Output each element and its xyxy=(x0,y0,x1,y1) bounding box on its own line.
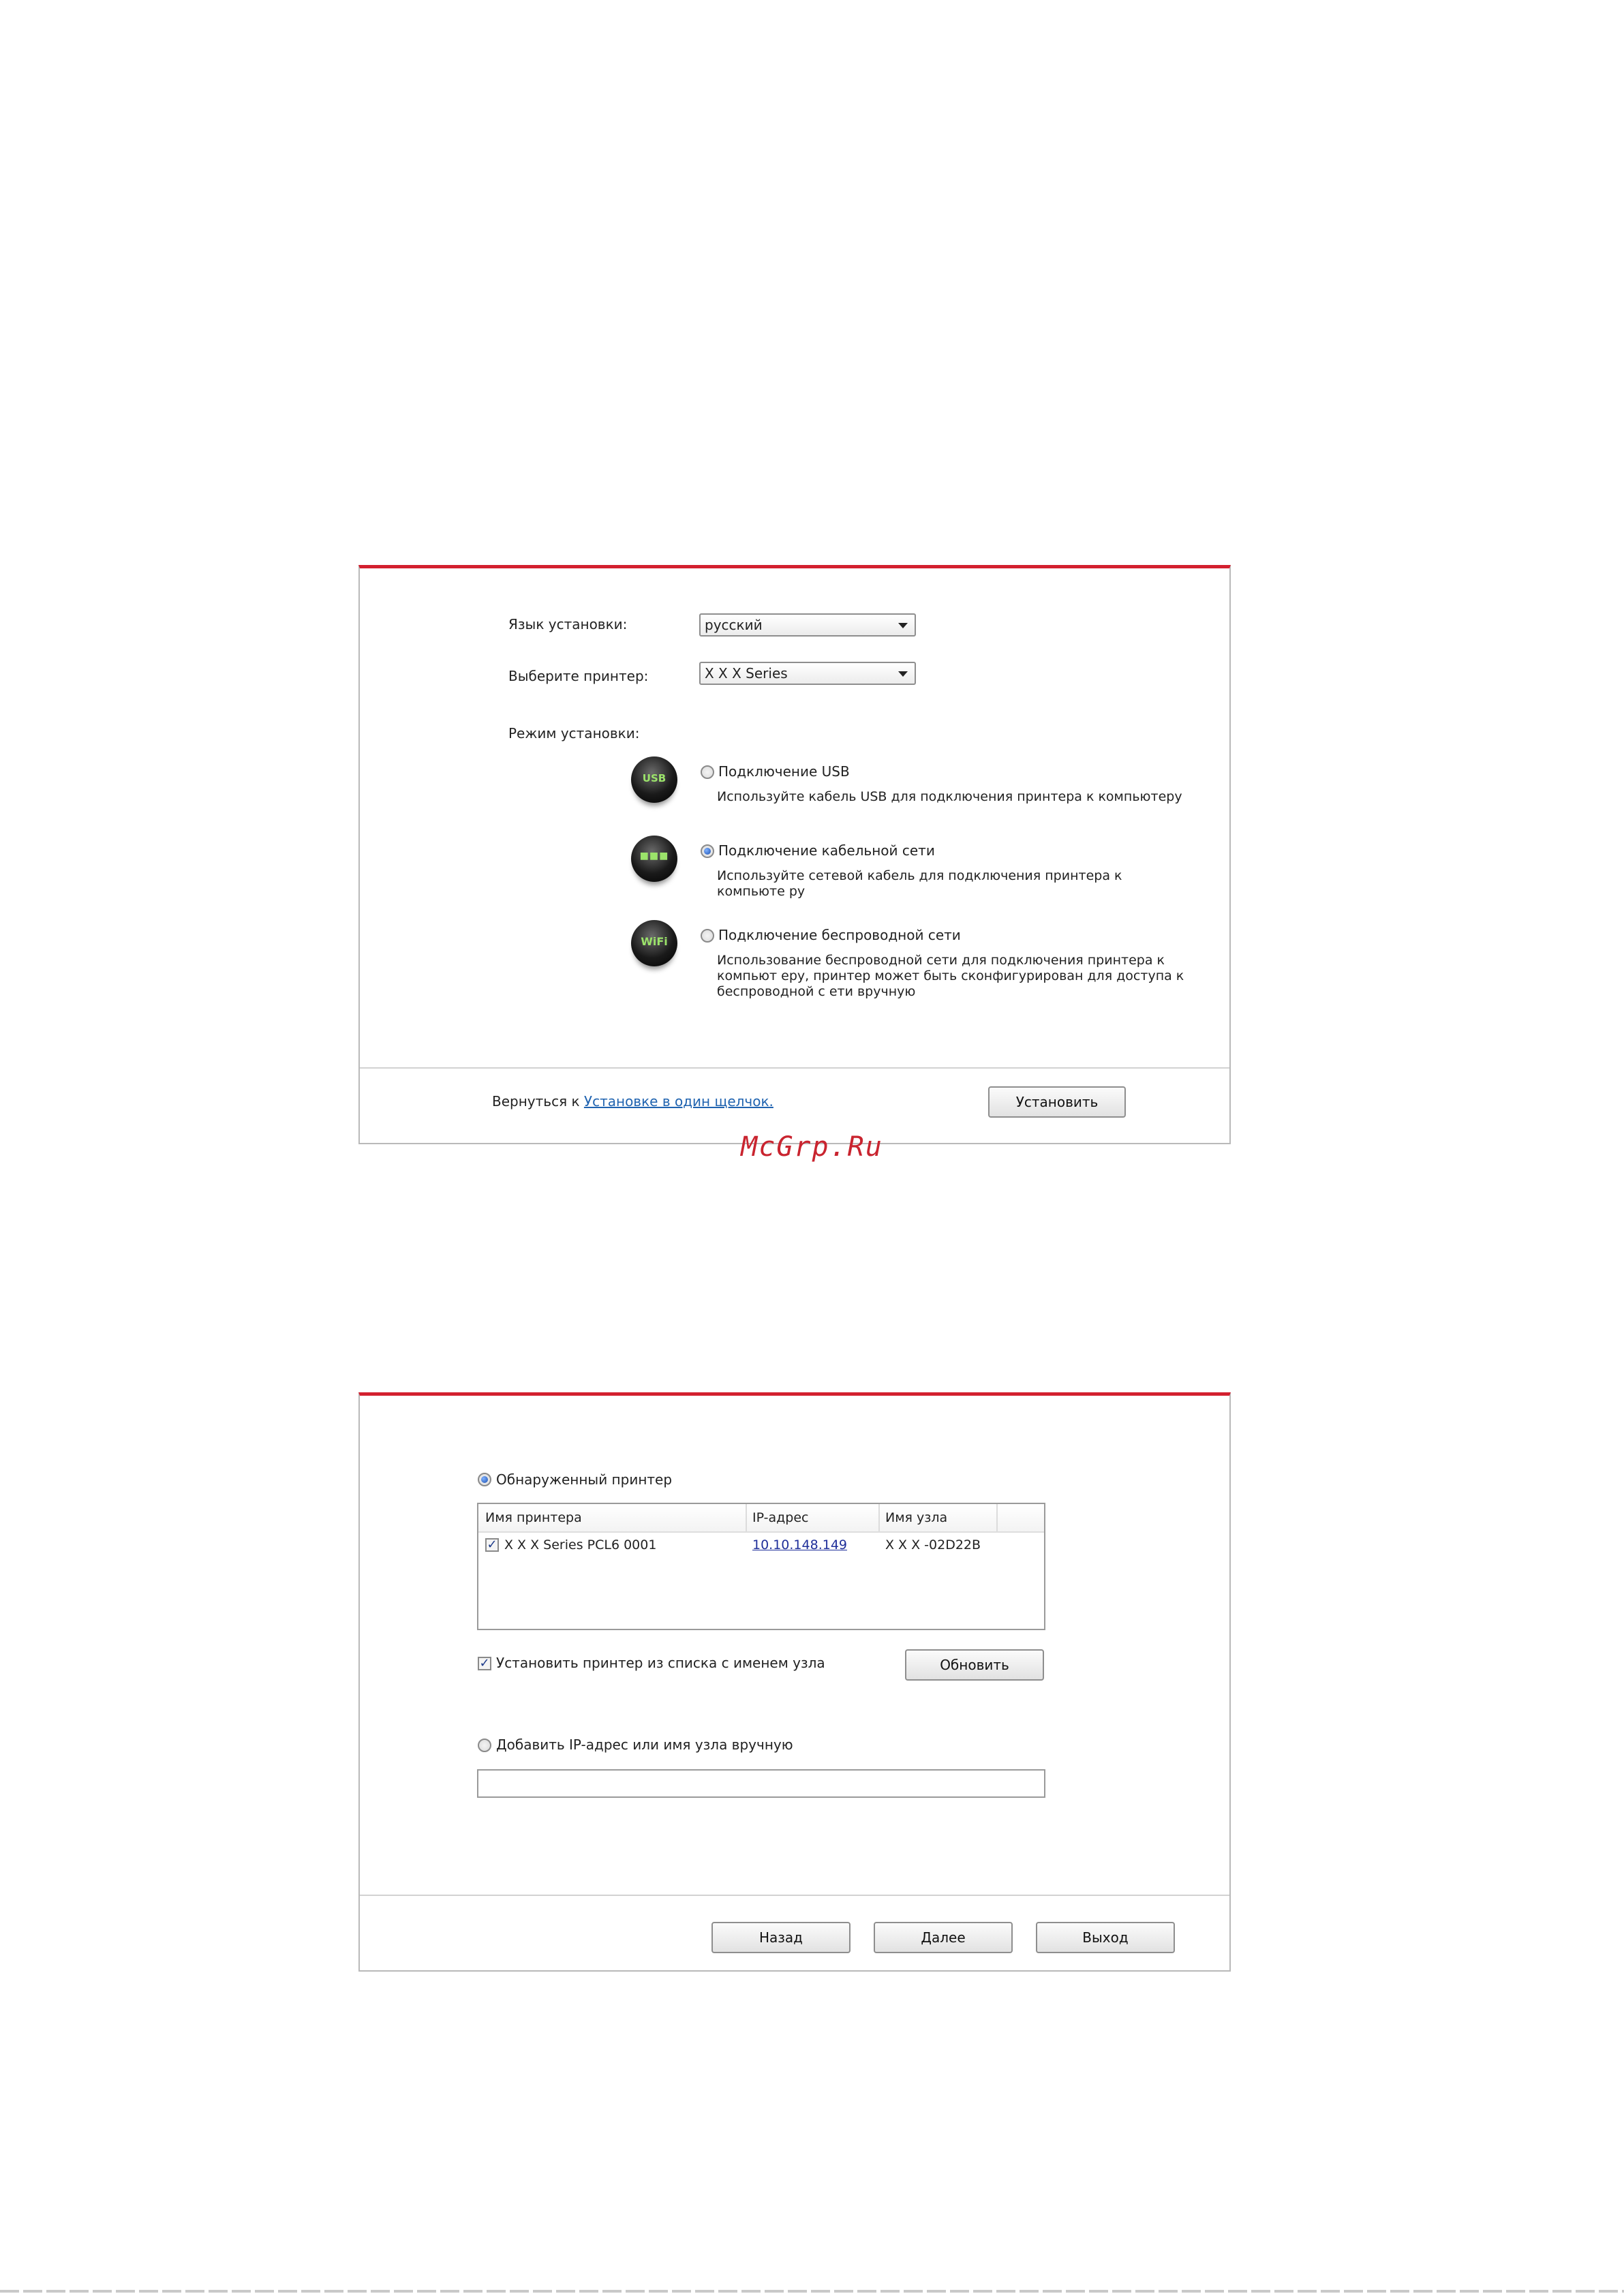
wired-option-title[interactable]: Подключение кабельной сети xyxy=(718,842,935,859)
manual-address-input[interactable] xyxy=(477,1769,1045,1798)
watermark: McGrp.Ru xyxy=(741,1131,883,1163)
usb-icon-label: USB xyxy=(642,772,667,784)
row-host-name: X X X -02D22B xyxy=(885,1537,981,1552)
usb-radio[interactable] xyxy=(701,765,714,779)
page-footer-rule xyxy=(0,2290,1624,2293)
printer-search-dialog xyxy=(358,1392,1231,1972)
manual-address-label[interactable]: Добавить IP-адрес или имя узла вручную xyxy=(496,1736,793,1753)
install-by-hostname-checkbox[interactable]: ✓ xyxy=(478,1657,491,1670)
next-button[interactable]: Далее xyxy=(874,1922,1013,1953)
printer-select[interactable] xyxy=(699,662,916,685)
wifi-icon xyxy=(631,920,677,966)
usb-icon xyxy=(631,756,677,803)
wired-option-description: Используйте сетевой кабель для подключения принтера к компьюте ру xyxy=(717,868,1122,899)
printer-list-header xyxy=(478,1504,1044,1533)
wireless-network-radio[interactable] xyxy=(701,929,714,943)
manual-address-radio[interactable] xyxy=(478,1739,491,1752)
divider xyxy=(360,1067,1229,1069)
detected-printer-radio[interactable] xyxy=(478,1473,491,1486)
language-select-value: русский xyxy=(705,617,763,633)
detected-printer-label[interactable]: Обнаруженный принтер xyxy=(496,1471,673,1488)
column-printer-name[interactable]: Имя принтера xyxy=(485,1510,582,1525)
mode-label: Режим установки: xyxy=(508,725,640,741)
back-to-one-click xyxy=(492,1093,773,1109)
one-click-install-link[interactable]: Установке в один щелчок. xyxy=(583,1093,773,1109)
exit-button[interactable]: Выход xyxy=(1036,1922,1175,1953)
wireless-option-title[interactable]: Подключение беспроводной сети xyxy=(718,927,961,943)
printer-select-value: X X X Series xyxy=(705,665,788,682)
printer-list[interactable] xyxy=(477,1503,1045,1630)
language-label: Язык установки: xyxy=(508,616,628,632)
row-checkbox[interactable]: ✓ xyxy=(485,1538,499,1552)
wired-network-radio[interactable] xyxy=(701,844,714,858)
column-divider xyxy=(996,1504,998,1531)
install-dialog xyxy=(358,565,1231,1144)
install-by-hostname-label[interactable]: Установить принтер из списка с именем узла xyxy=(496,1655,825,1671)
row-ip-address[interactable]: 10.10.148.149 xyxy=(752,1537,848,1552)
wifi-icon-label: WiFi xyxy=(641,935,668,948)
install-button[interactable]: Установить xyxy=(988,1086,1126,1118)
network-icon-label: ■■■ xyxy=(639,851,669,861)
back-button[interactable]: Назад xyxy=(711,1922,851,1953)
column-host-name[interactable]: Имя узла xyxy=(885,1510,948,1525)
usb-option-description: Используйте кабель USB для подключения принтера к компьютеру xyxy=(717,789,1182,804)
row-printer-name: X X X Series PCL6 0001 xyxy=(504,1537,657,1552)
refresh-button[interactable]: Обновить xyxy=(905,1649,1044,1681)
column-divider xyxy=(746,1504,747,1531)
column-ip-address[interactable]: IP-адрес xyxy=(752,1510,809,1525)
column-divider xyxy=(878,1504,880,1531)
language-select[interactable] xyxy=(699,613,916,637)
wireless-option-description: Использование беспроводной сети для подключения принтера к компьют еру, принтер может быть сконфигурирован для доступа к беспроводной с ети вручную xyxy=(717,953,1184,999)
network-icon xyxy=(631,836,677,882)
usb-option-title[interactable]: Подключение USB xyxy=(718,763,850,780)
chevron-down-icon xyxy=(898,671,908,677)
divider xyxy=(360,1895,1229,1896)
table-row[interactable] xyxy=(478,1534,1044,1557)
back-prefix-text: Вернуться к xyxy=(492,1093,580,1109)
chevron-down-icon xyxy=(898,623,908,628)
printer-label: Выберите принтер: xyxy=(508,668,649,684)
